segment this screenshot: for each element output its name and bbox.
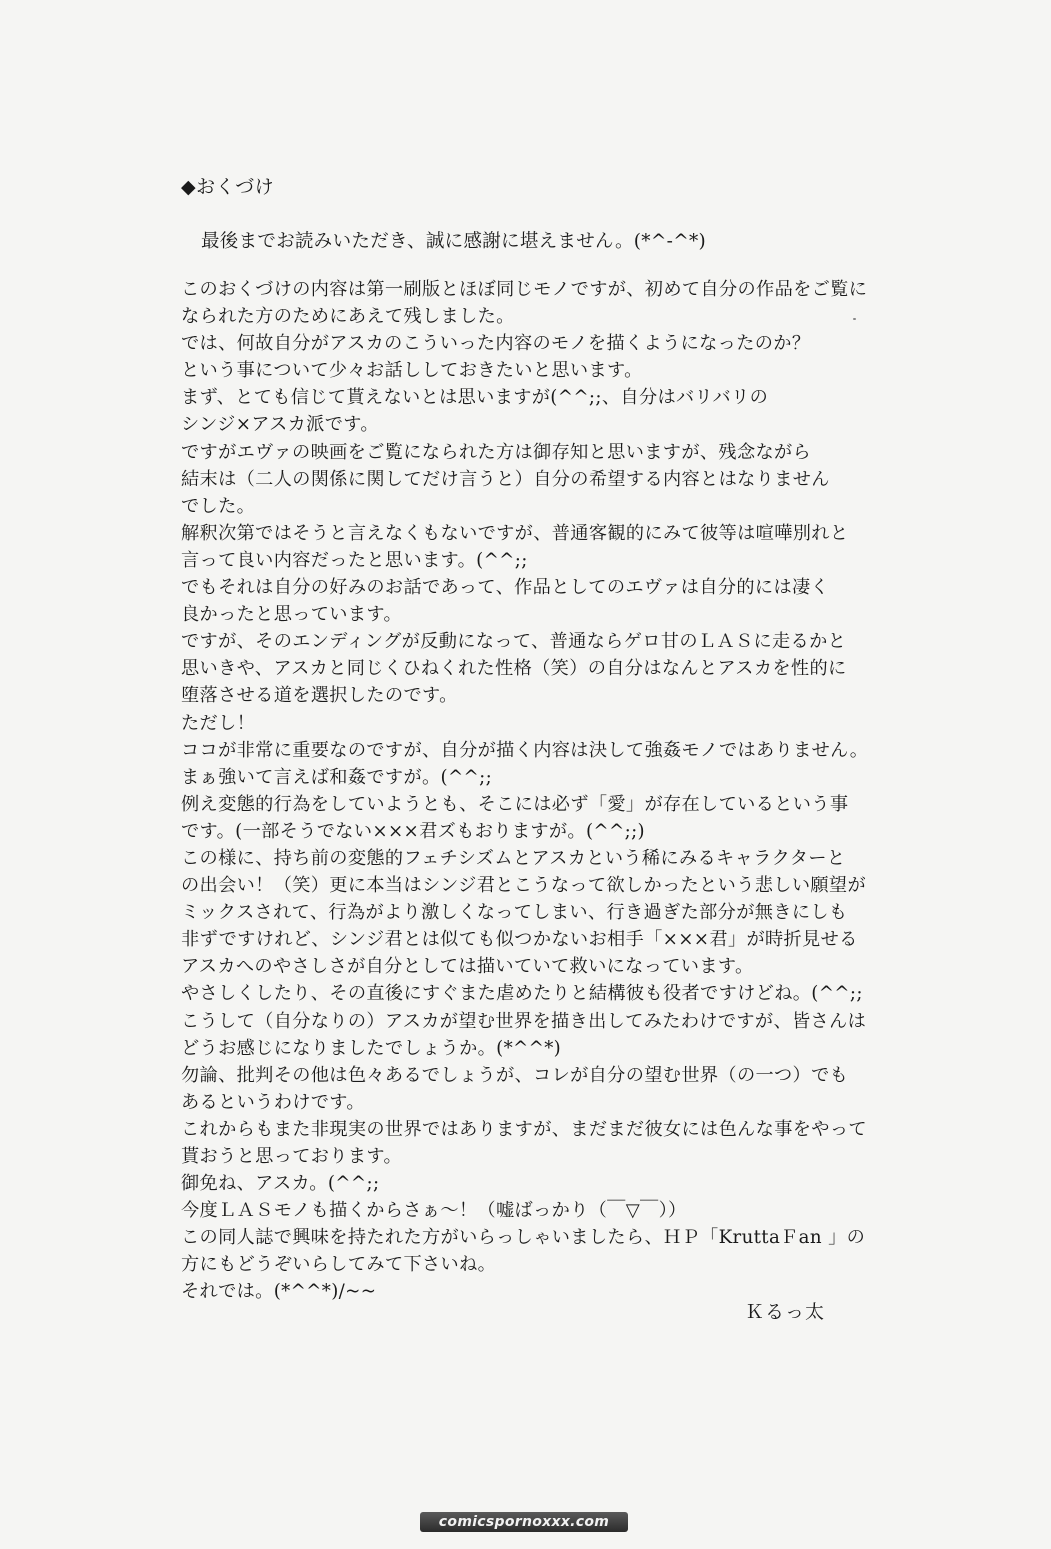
text-line: これからもまた非現実の世界ではありますが、まだまだ彼女には色んな事をやって [181, 1118, 867, 1140]
text-line: アスカへのやさしさが自分としては描いていて救いになっています。 [181, 956, 754, 978]
text-line: なられた方のためにあえて残しました。 [181, 306, 515, 328]
text-line: という事について少々お話ししておきたいと思います。 [181, 360, 643, 382]
text-line: それでは。(*^^*)/~~ [181, 1281, 377, 1303]
text-line: 御免ね、アスカ。(^^;; [181, 1173, 380, 1195]
body-text [181, 276, 891, 1306]
text-line: 非ずですけれど、シンジ君とは似ても似つかないお相手「×××君」が時折見せる [181, 929, 858, 951]
site-watermark: comicspornoxxx.com [420, 1512, 628, 1532]
text-line: シンジ×アスカ派です。 [181, 414, 379, 436]
text-line: の出会い！（笑）更に本当はシンジ君とこうなって欲しかったという悲しい願望が [181, 875, 866, 897]
page-heading: ◆おくづけ [181, 176, 275, 198]
intro-paragraph: 最後までお読みいただき、誠に感謝に堪えません。(*^-^*) [201, 231, 707, 252]
text-line: この様に、持ち前の変態的フェチシズムとアスカという稀にみるキャラクターと [181, 847, 846, 869]
text-line: こうして（自分なりの）アスカが望む世界を描き出してみたわけですが、皆さんは [181, 1010, 867, 1032]
text-line: 言って良い内容だったと思います。(^^;; [181, 549, 528, 571]
text-line: ただし！ [181, 712, 256, 734]
text-line: ココが非常に重要なのですが、自分が描く内容は決して強姦モノではありません。 [181, 739, 869, 761]
text-line: 思いきや、アスカと同じくひねくれた性格（笑）の自分はなんとアスカを性的に [181, 658, 847, 680]
text-line: どうお感じになりましたでしょうか。(*^^*) [181, 1037, 562, 1059]
text-line: 解釈次第ではそうと言えなくもないですが、普通客観的にみて彼等は喧嘩別れと [181, 522, 849, 544]
text-line: 結末は（二人の関係に関してだけ言うと）自分の希望する内容とはなりません [181, 468, 830, 490]
scan-speck [853, 318, 856, 320]
text-line: ですがエヴァの映画をご覧になられた方は御存知と思いますが、残念ながら [181, 441, 812, 463]
text-line: 堕落させる道を選択したのです。 [181, 685, 458, 707]
text-line: 方にもどうぞいらしてみて下さいね。 [181, 1254, 497, 1276]
text-line: この同人誌で興味を持たれた方がいらっしゃいましたら、ＨＰ「KruttaＦan 」の [181, 1227, 866, 1249]
text-line: 例え変態的行為をしていようとも、そこには必ず「愛」が存在しているという事 [181, 793, 849, 815]
text-line: です。(一部そうでない×××君ズもおりますが。(^^;;) [181, 820, 645, 842]
text-line: ですが、そのエンディングが反動になって、普通ならゲロ甘のＬＡＳに走るかと [181, 631, 847, 653]
text-line: でもそれは自分の好みのお話であって、作品としてのエヴァは自分的には凄く [181, 577, 830, 599]
text-line: 勿論、批判その他は色々あるでしょうが、コレが自分の望む世界（の一つ）でも [181, 1064, 849, 1086]
text-line: まぁ強いて言えば和姦ですが。(^^;; [181, 766, 493, 788]
text-line: では、何故自分がアスカのこういった内容のモノを描くようになったのか？ [181, 333, 811, 355]
text-line: 貰おうと思っております。 [181, 1146, 402, 1167]
author-signature: Ｋるっ太 [745, 1301, 826, 1323]
text-line: ミックスされて、行為がより激しくなってしまい、行き過ぎた部分が無きにしも [181, 902, 848, 924]
text-line: このおくづけの内容は第一刷版とほぼ同じモノですが、初めて自分の作品をご覧に [181, 279, 868, 300]
text-line: あるというわけです。 [181, 1091, 365, 1113]
text-line: まず、とても信じて貰えないとは思いますが(^^;;、自分はバリバリの [181, 387, 769, 409]
text-line: 今度ＬＡＳモノも描くからさぁ～！（嘘ばっかり（￣▽￣）） [181, 1200, 687, 1222]
text-line: やさしくしたり、その直後にすぐまた虐めたりと結構彼も役者ですけどね。(^^;; [181, 983, 863, 1005]
text-line: でした。 [181, 495, 256, 517]
text-line: 良かったと思っています。 [181, 604, 402, 626]
